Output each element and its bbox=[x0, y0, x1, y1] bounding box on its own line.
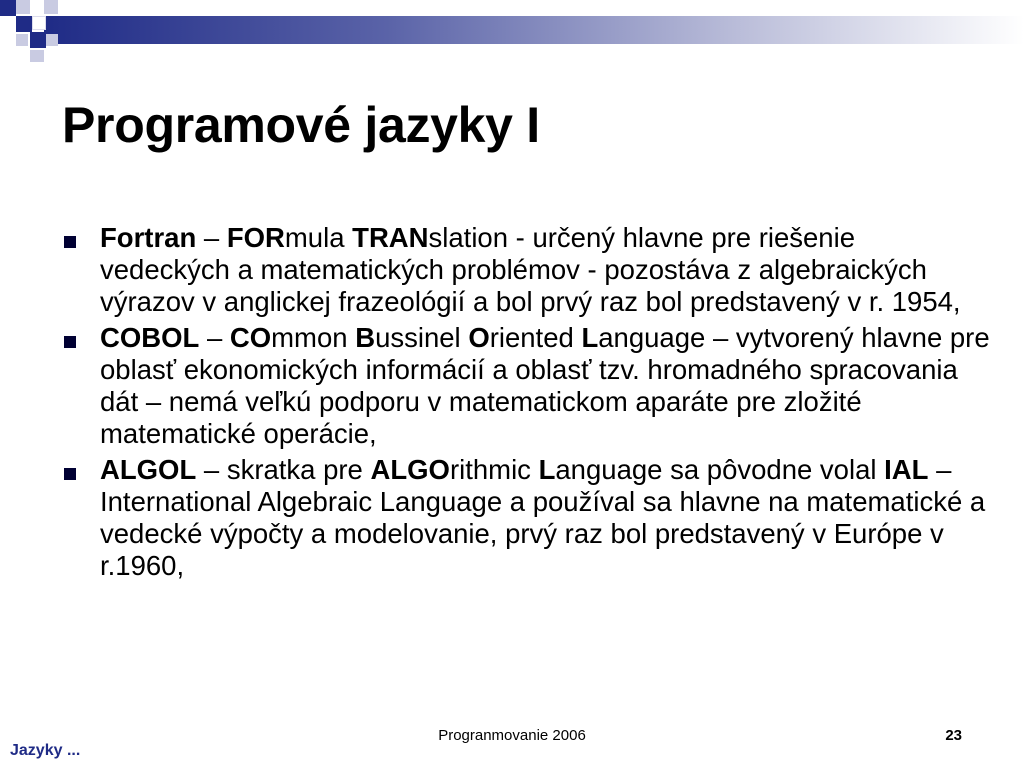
deco-square bbox=[16, 34, 28, 46]
footer-text: Progranmovanie 2006 bbox=[438, 727, 586, 744]
bullet-text bbox=[100, 322, 992, 450]
term-bold: IAL bbox=[884, 454, 929, 485]
deco-square bbox=[30, 32, 46, 48]
term-bold: L bbox=[538, 454, 556, 485]
square-bullet-icon bbox=[64, 468, 76, 480]
bullet-text bbox=[100, 454, 992, 582]
bullet-item-algol bbox=[62, 454, 992, 582]
square-bullet-icon bbox=[64, 336, 76, 348]
text-segment: mmon bbox=[271, 322, 356, 353]
text-segment: – International Algebraic Language a používal sa hlavne na matematické a vedecké výpočty a modelovanie, prvý raz bol predstavený v Európe v r.1960, bbox=[100, 454, 986, 581]
term-bold: COBOL bbox=[100, 322, 200, 353]
text-segment: slation - určený hlavne pre riešenie vedeckých a matematických problémov - pozostáva z algebraických výrazov v anglickej frazeológií a bol prvý raz bol predstavený v r. 1954, bbox=[100, 222, 961, 317]
term-bold: L bbox=[581, 322, 599, 353]
text-segment: – bbox=[199, 322, 230, 353]
text-segment: rithmic bbox=[449, 454, 539, 485]
deco-square bbox=[30, 50, 44, 62]
deco-square bbox=[16, 0, 30, 14]
term-bold: CO bbox=[229, 322, 272, 353]
bullet-item-cobol bbox=[62, 322, 992, 450]
bullet-text bbox=[100, 222, 992, 318]
header-decoration bbox=[0, 0, 1024, 64]
section-link[interactable]: Jazyky ... bbox=[10, 742, 81, 759]
text-segment: anguage – vytvorený hlavne pre oblasť ekonomických informácií a oblasť tzv. hromadného spracovania dát – nemá veľkú podporu v matematickom aparáte pre zložité matematické operácie, bbox=[100, 322, 990, 449]
deco-square bbox=[44, 0, 58, 14]
term-bold: FOR bbox=[226, 222, 285, 253]
deco-square bbox=[32, 16, 46, 30]
page-number: 23 bbox=[945, 727, 962, 744]
term-bold: B bbox=[355, 322, 376, 353]
bullet-item-fortran bbox=[62, 222, 992, 318]
text-segment: – skratka pre bbox=[196, 454, 371, 485]
deco-square bbox=[16, 16, 32, 32]
term-bold: Fortran bbox=[100, 222, 197, 253]
text-segment: mula bbox=[284, 222, 353, 253]
square-bullet-icon bbox=[64, 236, 76, 248]
slide-title: Programové jazyky I bbox=[62, 97, 540, 153]
term-bold: O bbox=[468, 322, 490, 353]
text-segment: ussinel bbox=[375, 322, 469, 353]
header-gradient-bar bbox=[44, 16, 1024, 44]
deco-square bbox=[0, 0, 16, 16]
text-segment: riented bbox=[489, 322, 582, 353]
term-bold: TRAN bbox=[352, 222, 429, 253]
text-segment: anguage sa pôvodne volal bbox=[555, 454, 885, 485]
term-bold: ALGO bbox=[370, 454, 450, 485]
term-bold: ALGOL bbox=[100, 454, 197, 485]
bullet-list bbox=[62, 222, 992, 586]
text-segment: – bbox=[196, 222, 227, 253]
deco-square bbox=[46, 34, 58, 46]
